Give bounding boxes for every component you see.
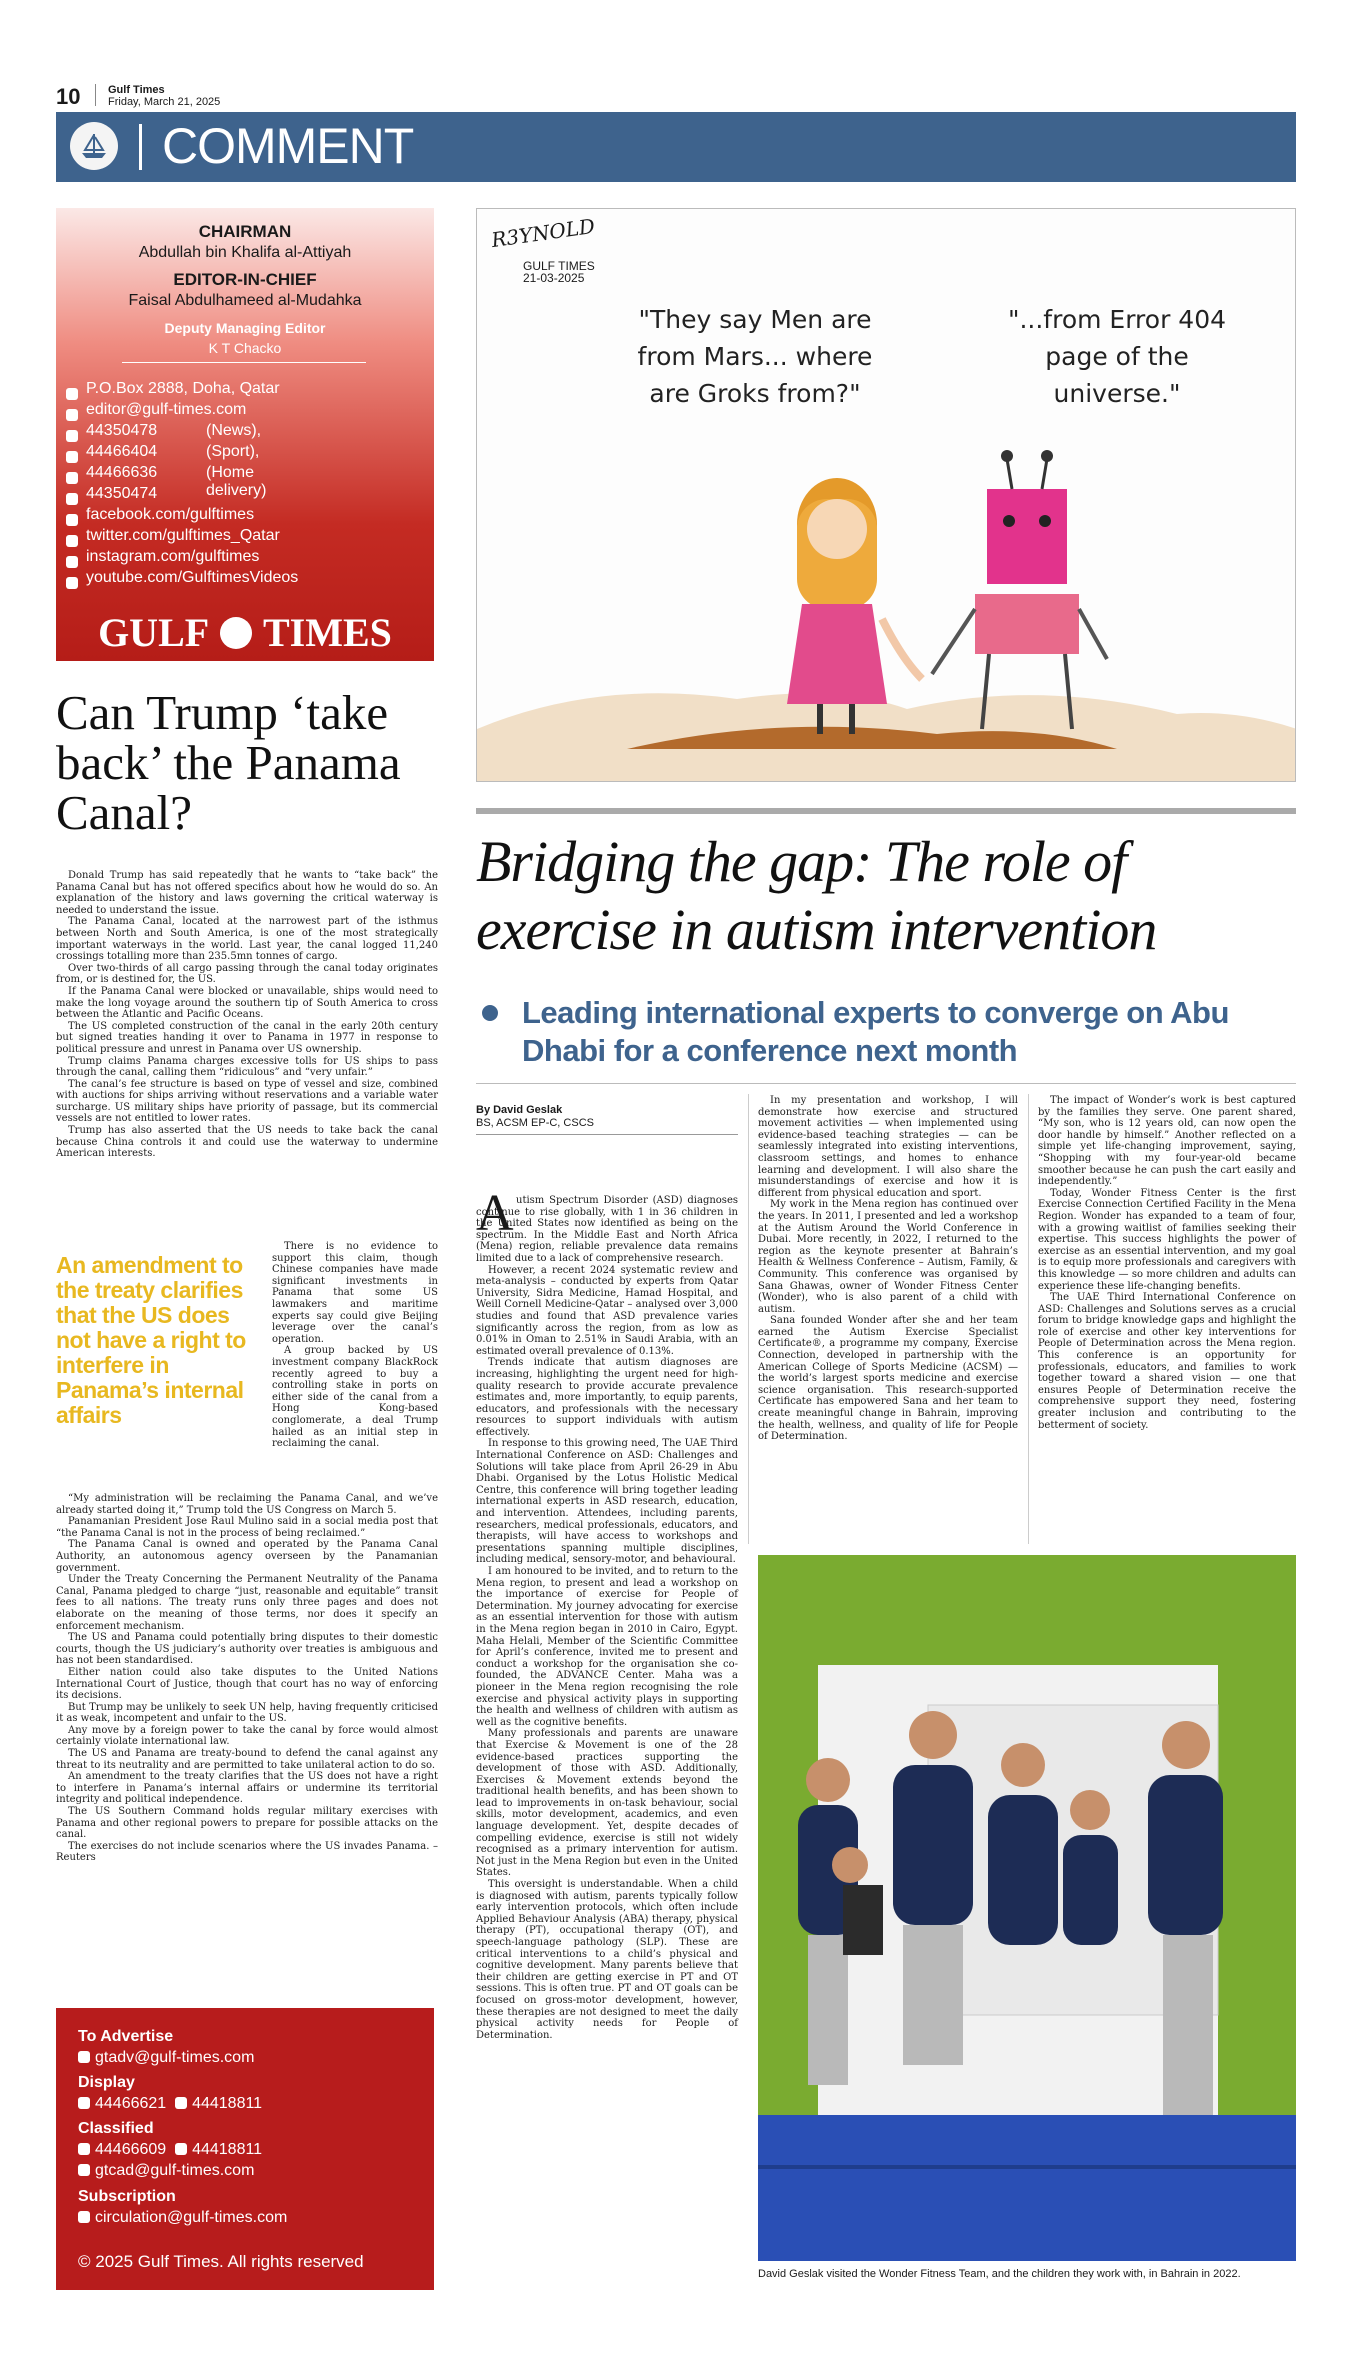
classified-label: Classified	[78, 2120, 154, 2137]
contact-row[interactable]	[66, 443, 260, 463]
x-icon	[66, 535, 78, 547]
paragraph: Trump has also asserted that the US needs to take back the canal because China controls it and could use the waterway to undermine American interests.	[56, 1125, 438, 1160]
email-icon	[66, 409, 78, 421]
paragraph: The US completed construction of the canal in the early 20th century but signed treaties handing it over to Panama in 1977 in response to political pressure and unrest in Panama over US ownership.	[56, 1020, 438, 1055]
paragraph: The impact of Wonder’s work is best captured by the families they serve. One parent shared, “My son, who is 12 years old, can now open the door handle by himself.” Another reflected on a simple yet life-changing improvement, saying, “Shopping with my four-year-old became smoother because he can push the cart easily and independently.”	[1038, 1095, 1296, 1188]
contact-label: (Sport),	[206, 443, 260, 460]
contact-value: editor@gulf-times.com	[86, 401, 247, 418]
page-number: 10	[56, 84, 81, 109]
phone-icon	[66, 472, 78, 484]
paragraph: utism Spectrum Disorder (ASD) diagnoses continue to rise globally, with 1 in 36 children in the United States now identified as being on the spectrum. In the Middle East and North Africa (Mena) region, reliable prevalence data remains limited due to a lack of comprehensive research.	[476, 1195, 738, 1264]
contact-row[interactable]	[66, 569, 298, 589]
paragraph: The exercises do not include scenarios where the US invades Panama. – Reuters	[56, 1840, 438, 1864]
chairman-name: Abdullah bin Khalifa al-Attiyah	[138, 244, 352, 261]
masthead-border	[56, 660, 434, 661]
issue-date: Friday, March 21, 2025	[108, 96, 221, 108]
contact-value: facebook.com/gulftimes	[86, 506, 255, 523]
advertising-box	[56, 2008, 434, 2290]
paragraph: “My administration will be reclaiming the Panama Canal, and we’ve already started doing it,” Trump told the US Congress on March 5.	[56, 1493, 438, 1516]
classified-phone-2: 44418811	[192, 2141, 263, 2158]
contact-value: 44350478	[86, 422, 158, 439]
paragraph: There is no evidence to support this claim, though Chinese companies have made significant investments in Panama that some US lawmakers and maritime experts say could give Beijing leverage over the canal’s operation.	[272, 1241, 438, 1345]
paragraph: The canal’s fee structure is based on type of vessel and size, combined with auctions for ships arriving without reservations and a variable water surcharge. US military ships have priority of passage, but its commercial vessels are not entitled to lower rates.	[56, 1078, 438, 1125]
byline-credentials: BS, ACSM EP-C, CSCS	[476, 1117, 594, 1129]
comment-section-bar	[56, 112, 1296, 182]
paragraph: Sana founded Wonder after she and her team earned the Autism Exercise Specialist Certificate®, a programme my company, Exercise Connection, developed in partnership with the American College of Sports Medicine (ACSM) — the world’s largest sports medicine and exercise science organisation. This research-supported Certificate has empowered Sana and her team to create meaningful change in Bahrain, improving the health, wellness, and quality of life for People of Determination.	[758, 1315, 1018, 1443]
logo-dhow-icon	[220, 617, 252, 649]
classified-email-text: gtcad@gulf-times.com	[95, 2162, 255, 2179]
advertise-email-text: gtadv@gulf-times.com	[95, 2049, 255, 2066]
classified-phone-1: 44466609	[95, 2141, 167, 2158]
paragraph: The US and Panama could potentially bring disputes to their domestic courts, though the US judiciary’s authority over treaties is ambiguous and has not been standardised.	[56, 1632, 438, 1667]
paragraph: My work in the Mena region has continued over the years. In 2011, I presented and led a workshop at the Autism Around the World Conference in Dubai. More recently, in 2022, I returned to the region as the keynote presenter at Bahrain’s Health & Wellness Conference – Autism, Family, & Community. This conference was organised by Sana Ghawas, owner of Wonder Fitness Center (Wonder), who is also parent of a child with autism.	[758, 1199, 1018, 1315]
paragraph: Any move by a foreign power to take the canal by force would almost certainly violate international law.	[56, 1724, 438, 1748]
phone-icon	[66, 451, 78, 463]
instagram-icon	[66, 556, 78, 568]
contact-row[interactable]	[66, 506, 254, 526]
display-phone-1: 44466621	[95, 2095, 167, 2112]
autism-subhead: Leading international experts to converge on Abu Dhabi for a conference next month	[522, 995, 1229, 1068]
contact-value: twitter.com/gulftimes_Qatar	[86, 527, 280, 544]
fax-icon	[175, 2143, 187, 2155]
subscription-email[interactable]	[78, 2209, 287, 2227]
photo-caption: David Geslak visited the Wonder Fitness Team, and the children they work with, in Bahrain in 2022.	[758, 2268, 1241, 2280]
gulf-times-logo	[56, 606, 434, 660]
cartoon-illustration	[477, 209, 1296, 782]
cartoon-paper: GULF TIMES	[523, 259, 595, 273]
cartoonist-signature: R3YNOLD	[489, 213, 597, 253]
paragraph: In response to this growing need, The UAE Third International Conference on ASD: Challenges and Solutions will take place from April 26-29 in Abu Dhabi. Organised by the Lotus Holistic Medical Centre, this conference will bring together leading international experts in ASD research, education, and intervention. Attendees, including parents, researchers, medical professionals, educators, and therapists, will have access to workshops and presentations spanning multiple disciplines, including medical, sensory-motor, and behavioural.	[476, 1438, 738, 1566]
chairman-label: CHAIRMAN	[198, 222, 292, 241]
autism-headline: Bridging the gap: The role of exercise in autism intervention	[476, 829, 1157, 962]
contact-row[interactable]	[66, 485, 157, 505]
trump-body-bottom	[56, 1493, 438, 1864]
paragraph: The UAE Third International Conference on ASD: Challenges and Solutions serves as a crucial forum to bridge knowledge gaps and highlight the role of exercise and other key interventions for People of Determination across the Mena region. This conference is an opportunity for professionals, educators, and families to work together toward a shared vision — one that ensures People of Determination receive the comprehensive support they need, fostering greater inclusion and contributing to the betterment of society.	[1038, 1292, 1296, 1431]
paragraph: However, a recent 2024 systematic review and meta-analysis – conducted by experts from Qatar University, Sidra Medicine, Hamad Hospital, and Weill Cornell Medicine-Qatar – analysed over 3,000 studies and found that ASD prevalence varies significantly across the region, from as low as 0.01% in Oman to 2.51% in Saudi Arabia, with an estimated overall prevalence of 0.13%.	[476, 1264, 738, 1357]
phone-icon	[78, 2143, 90, 2155]
mail-box-icon	[66, 388, 78, 400]
paragraph: In my presentation and workshop, I will demonstrate how exercise and structured movement activities — when implemented using evidence-based teaching strategies — can be seamlessly integrated into existing interventions, classroom settings, and homes to enhance learning and development. I will also share the misunderstandings of exercise and how it is different from physical education and sport.	[758, 1095, 1018, 1199]
paragraph: Under the Treaty Concerning the Permanent Neutrality of the Panama Canal, Panama pledged to charge “just, reasonable and equitable” transit fees to all nations. The treaty runs only three pages and does not elaborate on the meaning of those terms, nor does it specify an enforcement mechanism.	[56, 1574, 438, 1632]
cartoon-date: 21-03-2025	[523, 271, 585, 285]
autism-column-1	[476, 1195, 738, 2041]
email-icon	[78, 2051, 90, 2063]
cartoon-frame	[476, 208, 1296, 782]
comment-bar-divider	[139, 124, 142, 170]
contact-row[interactable]	[66, 527, 280, 547]
subhead-rule	[476, 1083, 1296, 1084]
display-phones[interactable]	[78, 2095, 262, 2113]
phone-icon	[78, 2097, 90, 2109]
paragraph: The US Southern Command holds regular military exercises with Panama and other regional powers to prepare for possible attacks on the canal.	[56, 1806, 438, 1841]
contact-label: (News),	[206, 422, 262, 439]
logo-word-gulf: GULF	[98, 610, 208, 655]
paragraph: But Trump may be unlikely to seek UN help, having frequently criticised it as weak, incompetent and unfair to the US.	[56, 1701, 438, 1725]
subscription-label: Subscription	[78, 2188, 176, 2205]
fax-icon	[175, 2097, 187, 2109]
copyright: © 2025 Gulf Times. All rights reserved	[78, 2252, 364, 2271]
autism-column-2	[758, 1095, 1018, 1443]
contact-value: 44466636	[86, 464, 158, 481]
page-number-divider	[95, 84, 96, 106]
paragraph: Trump claims Panama charges excessive tolls for US ships to pass through the canal, calling them “ridiculous” and “very unfair.”	[56, 1055, 438, 1079]
contact-value: instagram.com/gulftimes	[86, 548, 260, 565]
contact-value: 44466404	[86, 443, 158, 460]
facebook-icon	[66, 514, 78, 526]
display-label: Display	[78, 2074, 135, 2091]
deputy-name: K T Chacko	[208, 340, 282, 356]
team-photo-illustration	[758, 1555, 1296, 2261]
paper-name: Gulf Times	[108, 84, 165, 96]
editor-name: Faisal Abdulhameed al-Mudahka	[128, 292, 362, 309]
article-top-rule	[476, 808, 1296, 814]
byline: By David Geslak	[476, 1104, 563, 1116]
advertise-label: To Advertise	[78, 2028, 174, 2045]
email-icon	[78, 2164, 90, 2176]
contact-row[interactable]	[66, 380, 280, 400]
column-rule-1	[748, 1094, 749, 1544]
paragraph: The Panama Canal is owned and operated by the Panama Canal Authority, an autonomous agency overseen by the Panamanian government.	[56, 1539, 438, 1574]
subscription-email-text: circulation@gulf-times.com	[95, 2209, 288, 2226]
autism-column-3	[1038, 1095, 1296, 1431]
phone-icon	[66, 430, 78, 442]
trump-body-top	[56, 870, 438, 1160]
masthead-rule	[122, 362, 366, 363]
editor-label: EDITOR-IN-CHIEF	[173, 270, 317, 289]
paragraph: I am honoured to be invited, and to return to the Mena region, to present and lead a workshop on the importance of exercise for People of Determination. My journey advocating for exercise as an essential intervention for those with autism in the Mena region began in 2010 in Cairo, Egypt. Maha Helali, Member of the Scientific Committee for April’s conference, invited me to present and conduct a workshop for the organisation she co-founded, the ADVANCE Center. Maha was a pioneer in the Mena region recognising the role exercise and physical activity plays in supporting the health and wellness of children with autism as well as the cognitive benefits.	[476, 1566, 738, 1728]
contact-label: (Home delivery)	[206, 464, 267, 499]
display-phone-2: 44418811	[192, 2095, 263, 2112]
paragraph: Over two-thirds of all cargo passing through the canal today originates from, or is destined for, the US.	[56, 962, 438, 986]
fax-icon	[66, 493, 78, 505]
contact-value: P.O.Box 2888, Doha, Qatar	[86, 380, 280, 397]
paragraph: The Panama Canal, located at the narrowest part of the isthmus between North and South America, is one of the most strategically important waterways in the world. Last year, the canal logged 11,240 crossings totalling more than 235.5mn tonnes of cargo.	[56, 916, 438, 963]
section-title: COMMENT	[162, 118, 414, 174]
contact-value: 44350474	[86, 485, 158, 502]
email-icon	[78, 2211, 90, 2223]
paragraph: Panamanian President Jose Raul Mulino said in a social media post that “the Panama Canal is not in the process of being reclaimed.”	[56, 1516, 438, 1539]
pull-quote: An amendment to the treaty clarifies that the US does not have a right to interfere in Panama’s internal affairs	[56, 1252, 246, 1428]
contact-row[interactable]	[66, 422, 262, 442]
paragraph: A group backed by US investment company BlackRock recently agreed to buy a controlling stake in ports on either side of the canal from a Hong Kong-based conglomerate, a deal Trump hailed as an initial step in reclaiming the canal.	[272, 1345, 438, 1450]
speech-right: "...from Error 404 page of the universe."	[1007, 305, 1227, 408]
youtube-icon	[66, 577, 78, 589]
classified-email[interactable]	[78, 2162, 254, 2180]
byline-rule	[476, 1134, 738, 1135]
paragraph: Donald Trump has said repeatedly that he wants to “take back” the Panama Canal but has not offered specifics about how he would do so. An explanation of the history and laws governing the critical waterway is needed to understand the issue.	[56, 870, 438, 916]
team-photo	[758, 1555, 1296, 2261]
paragraph: An amendment to the treaty clarifies that the US does not have a right to interfere in Panama’s internal affairs or undermine its territorial integrity and political independence.	[56, 1771, 438, 1806]
paragraph: The US and Panama are treaty-bound to defend the canal against any threat to its neutrality and are permitted to take unilateral action to do so.	[56, 1748, 438, 1771]
speech-left: "They say Men are from Mars... where are Groks from?"	[637, 305, 873, 408]
paragraph: This oversight is understandable. When a child is diagnosed with autism, parents typically follow early intervention protocols, which often include Applied Behaviour Analysis (ABA) therapy, physical therapy (PT), occupational therapy (OT), and speech-language pathology (SLP). These are critical interventions to a child’s physical and cognitive development. Many parents believe that their children are getting exercise in PT and OT sessions. This is often true. PT and OT goals can be focused on gross-motor development, however, these therapies are not designed to meet the daily physical activity needs for People of Determination.	[476, 1879, 738, 2041]
paragraph: Trends indicate that autism diagnoses are increasing, highlighting the urgent need for high-quality research to provide accurate prevalence estimates and, more importantly, to equip parents, educators, and professionals with the necessary resources to support individuals with autism effectively.	[476, 1357, 738, 1438]
trump-headline: Can Trump ‘take back’ the Panama Canal?	[56, 685, 401, 840]
classified-phones[interactable]	[78, 2141, 262, 2159]
paragraph: Either nation could also take disputes to the United Nations International Court of Justice, though that court has no way of enforcing its decisions.	[56, 1666, 438, 1702]
paragraph: If the Panama Canal were blocked or unavailable, ships would need to make the long voyage around the southern tip of South America to cross between the Atlantic and Pacific Oceans.	[56, 985, 438, 1021]
advertise-email[interactable]	[78, 2049, 254, 2067]
trump-body-side	[272, 1241, 438, 1450]
contact-value: youtube.com/GulftimesVideos	[86, 569, 299, 586]
deputy-label: Deputy Managing Editor	[164, 320, 326, 336]
subhead-bullet-icon	[482, 1005, 498, 1021]
column-rule-2	[1028, 1094, 1029, 1544]
paragraph: Many professionals and parents are unaware that Exercise & Movement is one of the 28 evidence-based practices supporting the development of those with ASD. Additionally, Exercises & Movement extends beyond the traditional health benefits, and has been shown to lead to improvements in on-task behaviour, social skills, motor development, academics, and even language development. Yet, despite decades of compelling evidence, exercise is still not widely recognised as a primary intervention for autism. Not just in the Mena Region but even in the United States.	[476, 1728, 738, 1879]
contact-row[interactable]	[66, 548, 259, 568]
logo-word-times: TIMES	[262, 610, 392, 655]
contact-row[interactable]	[66, 401, 246, 421]
paragraph: Today, Wonder Fitness Center is the first Exercise Connection Certified Facility in the Mena Region. Wonder has expanded to a team of four, with a growing waitlist of families seeking their expertise. This success highlights the power of exercise as an essential intervention, and my goal is to equip more professionals and caregivers with this knowledge — so more children and adults can experience these life-changing benefits.	[1038, 1187, 1296, 1292]
dhow-logo-icon	[70, 122, 118, 170]
drop-cap: A	[476, 1185, 514, 1242]
